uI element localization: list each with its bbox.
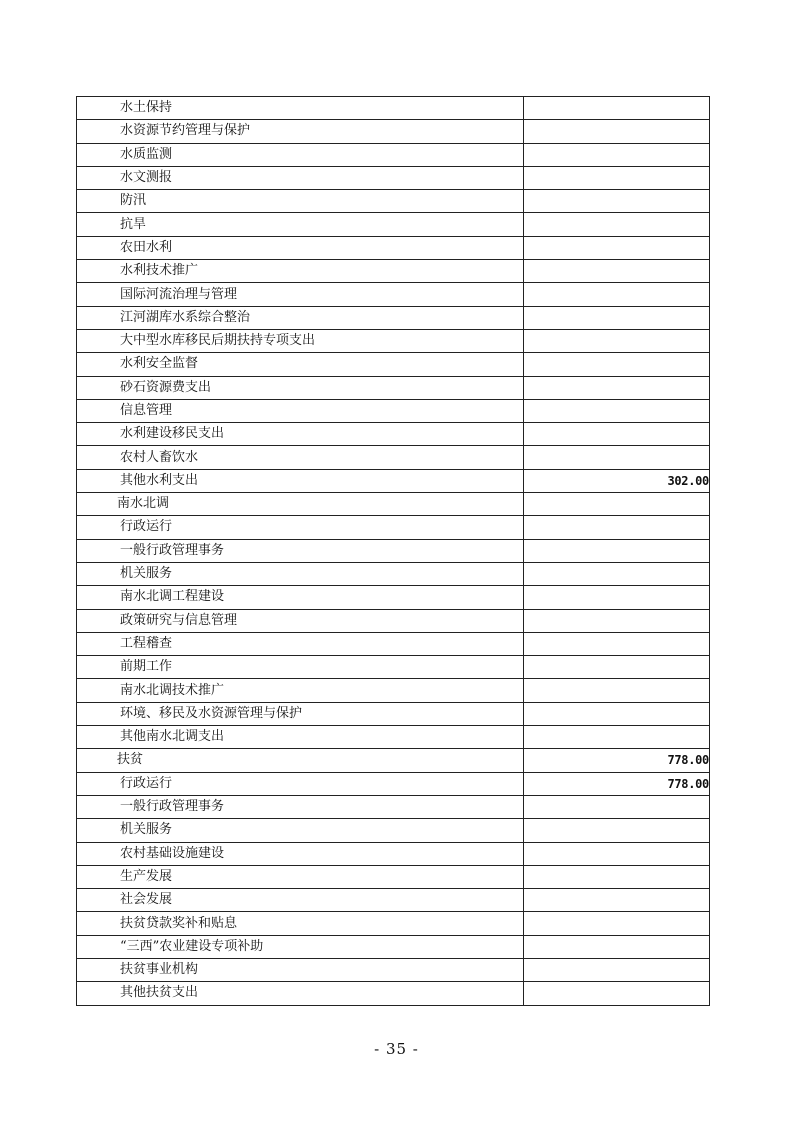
row-amount xyxy=(524,260,710,283)
row-amount xyxy=(524,236,710,259)
row-amount xyxy=(524,423,710,446)
row-amount xyxy=(524,353,710,376)
row-item-name: 机关服务 xyxy=(77,819,524,842)
table-row xyxy=(77,656,710,679)
row-item-name: 前期工作 xyxy=(77,656,524,679)
row-item-name: 砂石资源费支出 xyxy=(77,376,524,399)
row-amount xyxy=(524,329,710,352)
row-amount xyxy=(524,166,710,189)
row-item-name: 防汛 xyxy=(77,190,524,213)
row-item-name: 工程稽查 xyxy=(77,632,524,655)
row-amount xyxy=(524,958,710,981)
table-body xyxy=(77,97,710,1006)
row-amount xyxy=(524,213,710,236)
row-item-name: 其他扶贫支出 xyxy=(77,982,524,1005)
table-row xyxy=(77,586,710,609)
row-amount: 778.00 xyxy=(524,749,710,772)
row-amount xyxy=(524,609,710,632)
row-item-name: 机关服务 xyxy=(77,562,524,585)
row-item-name: 大中型水库移民后期扶持专项支出 xyxy=(77,329,524,352)
row-amount xyxy=(524,97,710,120)
row-item-name: 农村基础设施建设 xyxy=(77,842,524,865)
row-amount xyxy=(524,632,710,655)
row-amount xyxy=(524,982,710,1005)
row-item-name: 农田水利 xyxy=(77,236,524,259)
row-item-name: 水文测报 xyxy=(77,166,524,189)
page-number: - 35 - xyxy=(374,1040,419,1058)
table-row xyxy=(77,772,710,795)
table-row xyxy=(77,562,710,585)
table-row xyxy=(77,889,710,912)
row-amount xyxy=(524,539,710,562)
row-amount xyxy=(524,795,710,818)
row-amount xyxy=(524,283,710,306)
table-row xyxy=(77,260,710,283)
row-amount xyxy=(524,493,710,516)
table-row xyxy=(77,353,710,376)
row-item-name: 水利安全监督 xyxy=(77,353,524,376)
table-row xyxy=(77,819,710,842)
row-item-name: 江河湖库水系综合整治 xyxy=(77,306,524,329)
row-item-name: 环境、移民及水资源管理与保护 xyxy=(77,702,524,725)
row-amount xyxy=(524,562,710,585)
row-item-name: 其他水利支出 xyxy=(77,469,524,492)
row-item-name: 一般行政管理事务 xyxy=(77,795,524,818)
row-item-name: 抗旱 xyxy=(77,213,524,236)
row-amount xyxy=(524,935,710,958)
row-amount xyxy=(524,446,710,469)
row-amount xyxy=(524,190,710,213)
row-item-name: “三西”农业建设专项补助 xyxy=(77,935,524,958)
row-item-name: 扶贫贷款奖补和贴息 xyxy=(77,912,524,935)
row-item-name: 扶贫事业机构 xyxy=(77,958,524,981)
table-row xyxy=(77,376,710,399)
table-row xyxy=(77,632,710,655)
row-amount xyxy=(524,679,710,702)
row-amount xyxy=(524,586,710,609)
table-row xyxy=(77,399,710,422)
row-amount xyxy=(524,726,710,749)
table-row xyxy=(77,143,710,166)
row-item-name: 农村人畜饮水 xyxy=(77,446,524,469)
row-item-name: 水质监测 xyxy=(77,143,524,166)
table-row xyxy=(77,213,710,236)
row-amount xyxy=(524,842,710,865)
row-item-name: 南水北调 xyxy=(77,493,524,516)
table-row xyxy=(77,97,710,120)
table-row xyxy=(77,749,710,772)
expenditure-table xyxy=(76,96,710,1006)
row-amount xyxy=(524,912,710,935)
row-item-name: 行政运行 xyxy=(77,516,524,539)
row-item-name: 政策研究与信息管理 xyxy=(77,609,524,632)
table-row xyxy=(77,982,710,1005)
table-row xyxy=(77,702,710,725)
row-item-name: 生产发展 xyxy=(77,865,524,888)
table-row xyxy=(77,446,710,469)
row-amount: 302.00 xyxy=(524,469,710,492)
table-row xyxy=(77,283,710,306)
row-amount xyxy=(524,376,710,399)
table-row xyxy=(77,120,710,143)
row-item-name: 一般行政管理事务 xyxy=(77,539,524,562)
table-row xyxy=(77,306,710,329)
table-row xyxy=(77,539,710,562)
row-amount xyxy=(524,702,710,725)
table-row xyxy=(77,469,710,492)
table-row xyxy=(77,236,710,259)
row-amount xyxy=(524,656,710,679)
row-amount xyxy=(524,399,710,422)
table-row xyxy=(77,912,710,935)
row-item-name: 南水北调工程建设 xyxy=(77,586,524,609)
row-amount xyxy=(524,889,710,912)
table-row xyxy=(77,795,710,818)
table-row xyxy=(77,679,710,702)
row-amount xyxy=(524,120,710,143)
table-row xyxy=(77,493,710,516)
table-row xyxy=(77,329,710,352)
table-row xyxy=(77,516,710,539)
table-row xyxy=(77,865,710,888)
table-row xyxy=(77,935,710,958)
row-amount xyxy=(524,819,710,842)
row-amount xyxy=(524,143,710,166)
table-row xyxy=(77,842,710,865)
row-amount: 778.00 xyxy=(524,772,710,795)
row-amount xyxy=(524,516,710,539)
row-item-name: 水土保持 xyxy=(77,97,524,120)
row-item-name: 水利建设移民支出 xyxy=(77,423,524,446)
row-item-name: 社会发展 xyxy=(77,889,524,912)
row-item-name: 水利技术推广 xyxy=(77,260,524,283)
row-item-name: 信息管理 xyxy=(77,399,524,422)
table-row xyxy=(77,166,710,189)
table-row xyxy=(77,190,710,213)
table-row xyxy=(77,609,710,632)
table-row xyxy=(77,958,710,981)
row-item-name: 行政运行 xyxy=(77,772,524,795)
table-row xyxy=(77,726,710,749)
row-amount xyxy=(524,306,710,329)
row-item-name: 南水北调技术推广 xyxy=(77,679,524,702)
row-item-name: 水资源节约管理与保护 xyxy=(77,120,524,143)
row-amount xyxy=(524,865,710,888)
table-row xyxy=(77,423,710,446)
row-item-name: 扶贫 xyxy=(77,749,524,772)
row-item-name: 国际河流治理与管理 xyxy=(77,283,524,306)
row-item-name: 其他南水北调支出 xyxy=(77,726,524,749)
